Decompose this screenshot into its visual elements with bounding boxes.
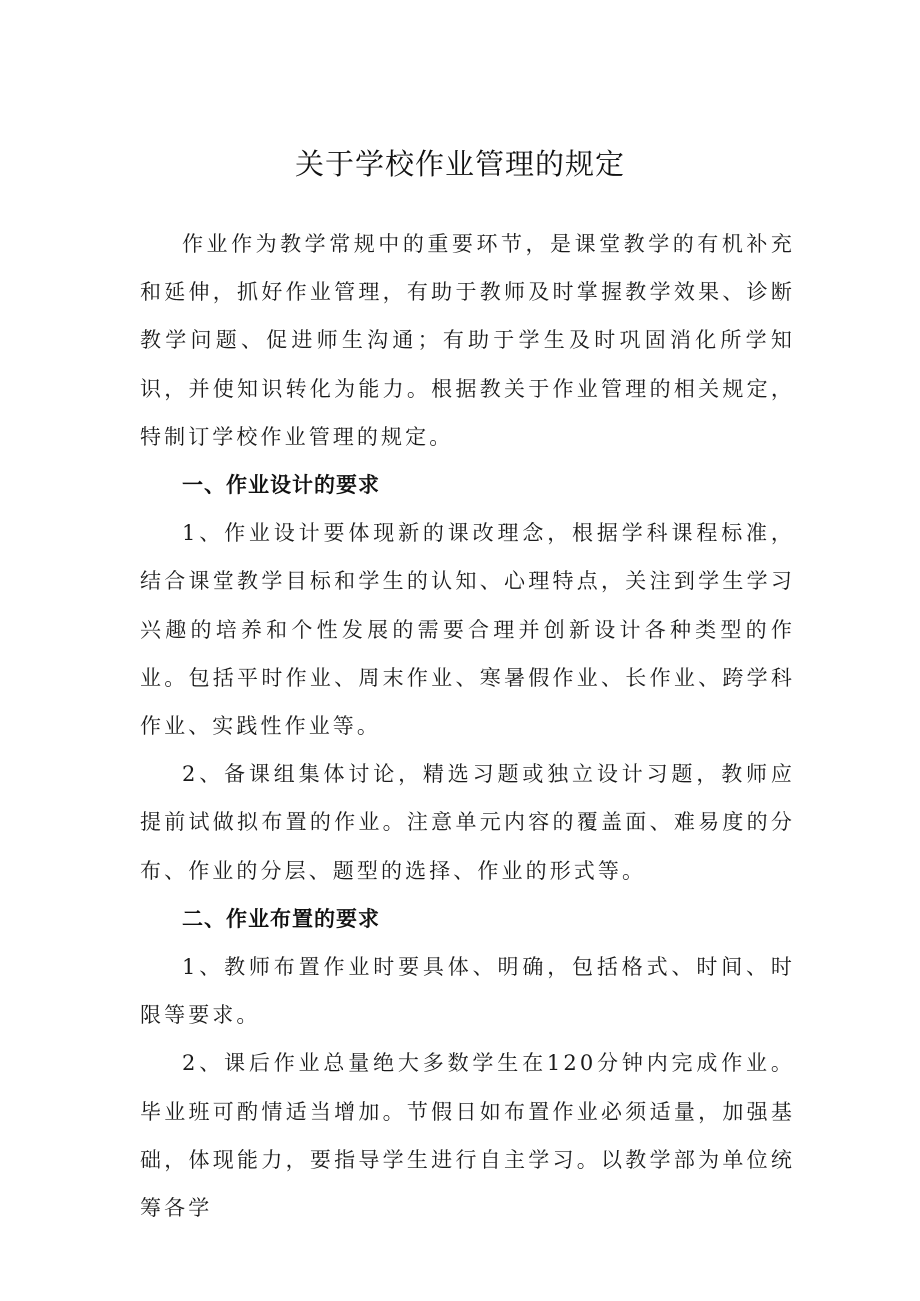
intro-paragraph: 作业作为教学常规中的重要环节，是课堂教学的有机补充和延伸，抓好作业管理，有助于教师及时掌握教学效果、诊断教学问题、促进师生沟通；有助于学生及时巩固消化所学知识，并使知识转化为能力。根据教关于作业管理的相关规定，特制订学校作业管理的规定。 <box>140 232 795 449</box>
document-title: 关于学校作业管理的规定 <box>294 147 625 181</box>
section-assignment-paragraph-2: 2、课后作业总量绝大多数学生在120分钟内完成作业。毕业班可酌情适当增加。节假日如布置作业必须适量，加强基础，体现能力，要指导学生进行自主学习。以教学部为单位统筹各学 <box>140 1051 795 1221</box>
section-design-paragraph-2: 2、备课组集体讨论，精选习题或独立设计习题，教师应提前试做拟布置的作业。注意单元内容的覆盖面、难易度的分布、作业的分层、题型的选择、作业的形式等。 <box>140 762 795 883</box>
section-assignment-paragraph-1: 1、教师布置作业时要具体、明确，包括格式、时间、时限等要求。 <box>140 955 795 1028</box>
section-heading-assignment: 二、作业布置的要求 <box>182 906 380 931</box>
section-heading-design: 一、作业设计的要求 <box>182 473 380 498</box>
section-design-paragraph-1: 1、作业设计要体现新的课改理念，根据学科课程标准，结合课堂教学目标和学生的认知、心理特点，关注到学生学习兴趣的培养和个性发展的需要合理并创新设计各种类型的作业。包括平时作业、周末作业、寒暑假作业、长作业、跨学科作业、实践性作业等。 <box>140 521 795 739</box>
document-body <box>140 220 795 1232</box>
